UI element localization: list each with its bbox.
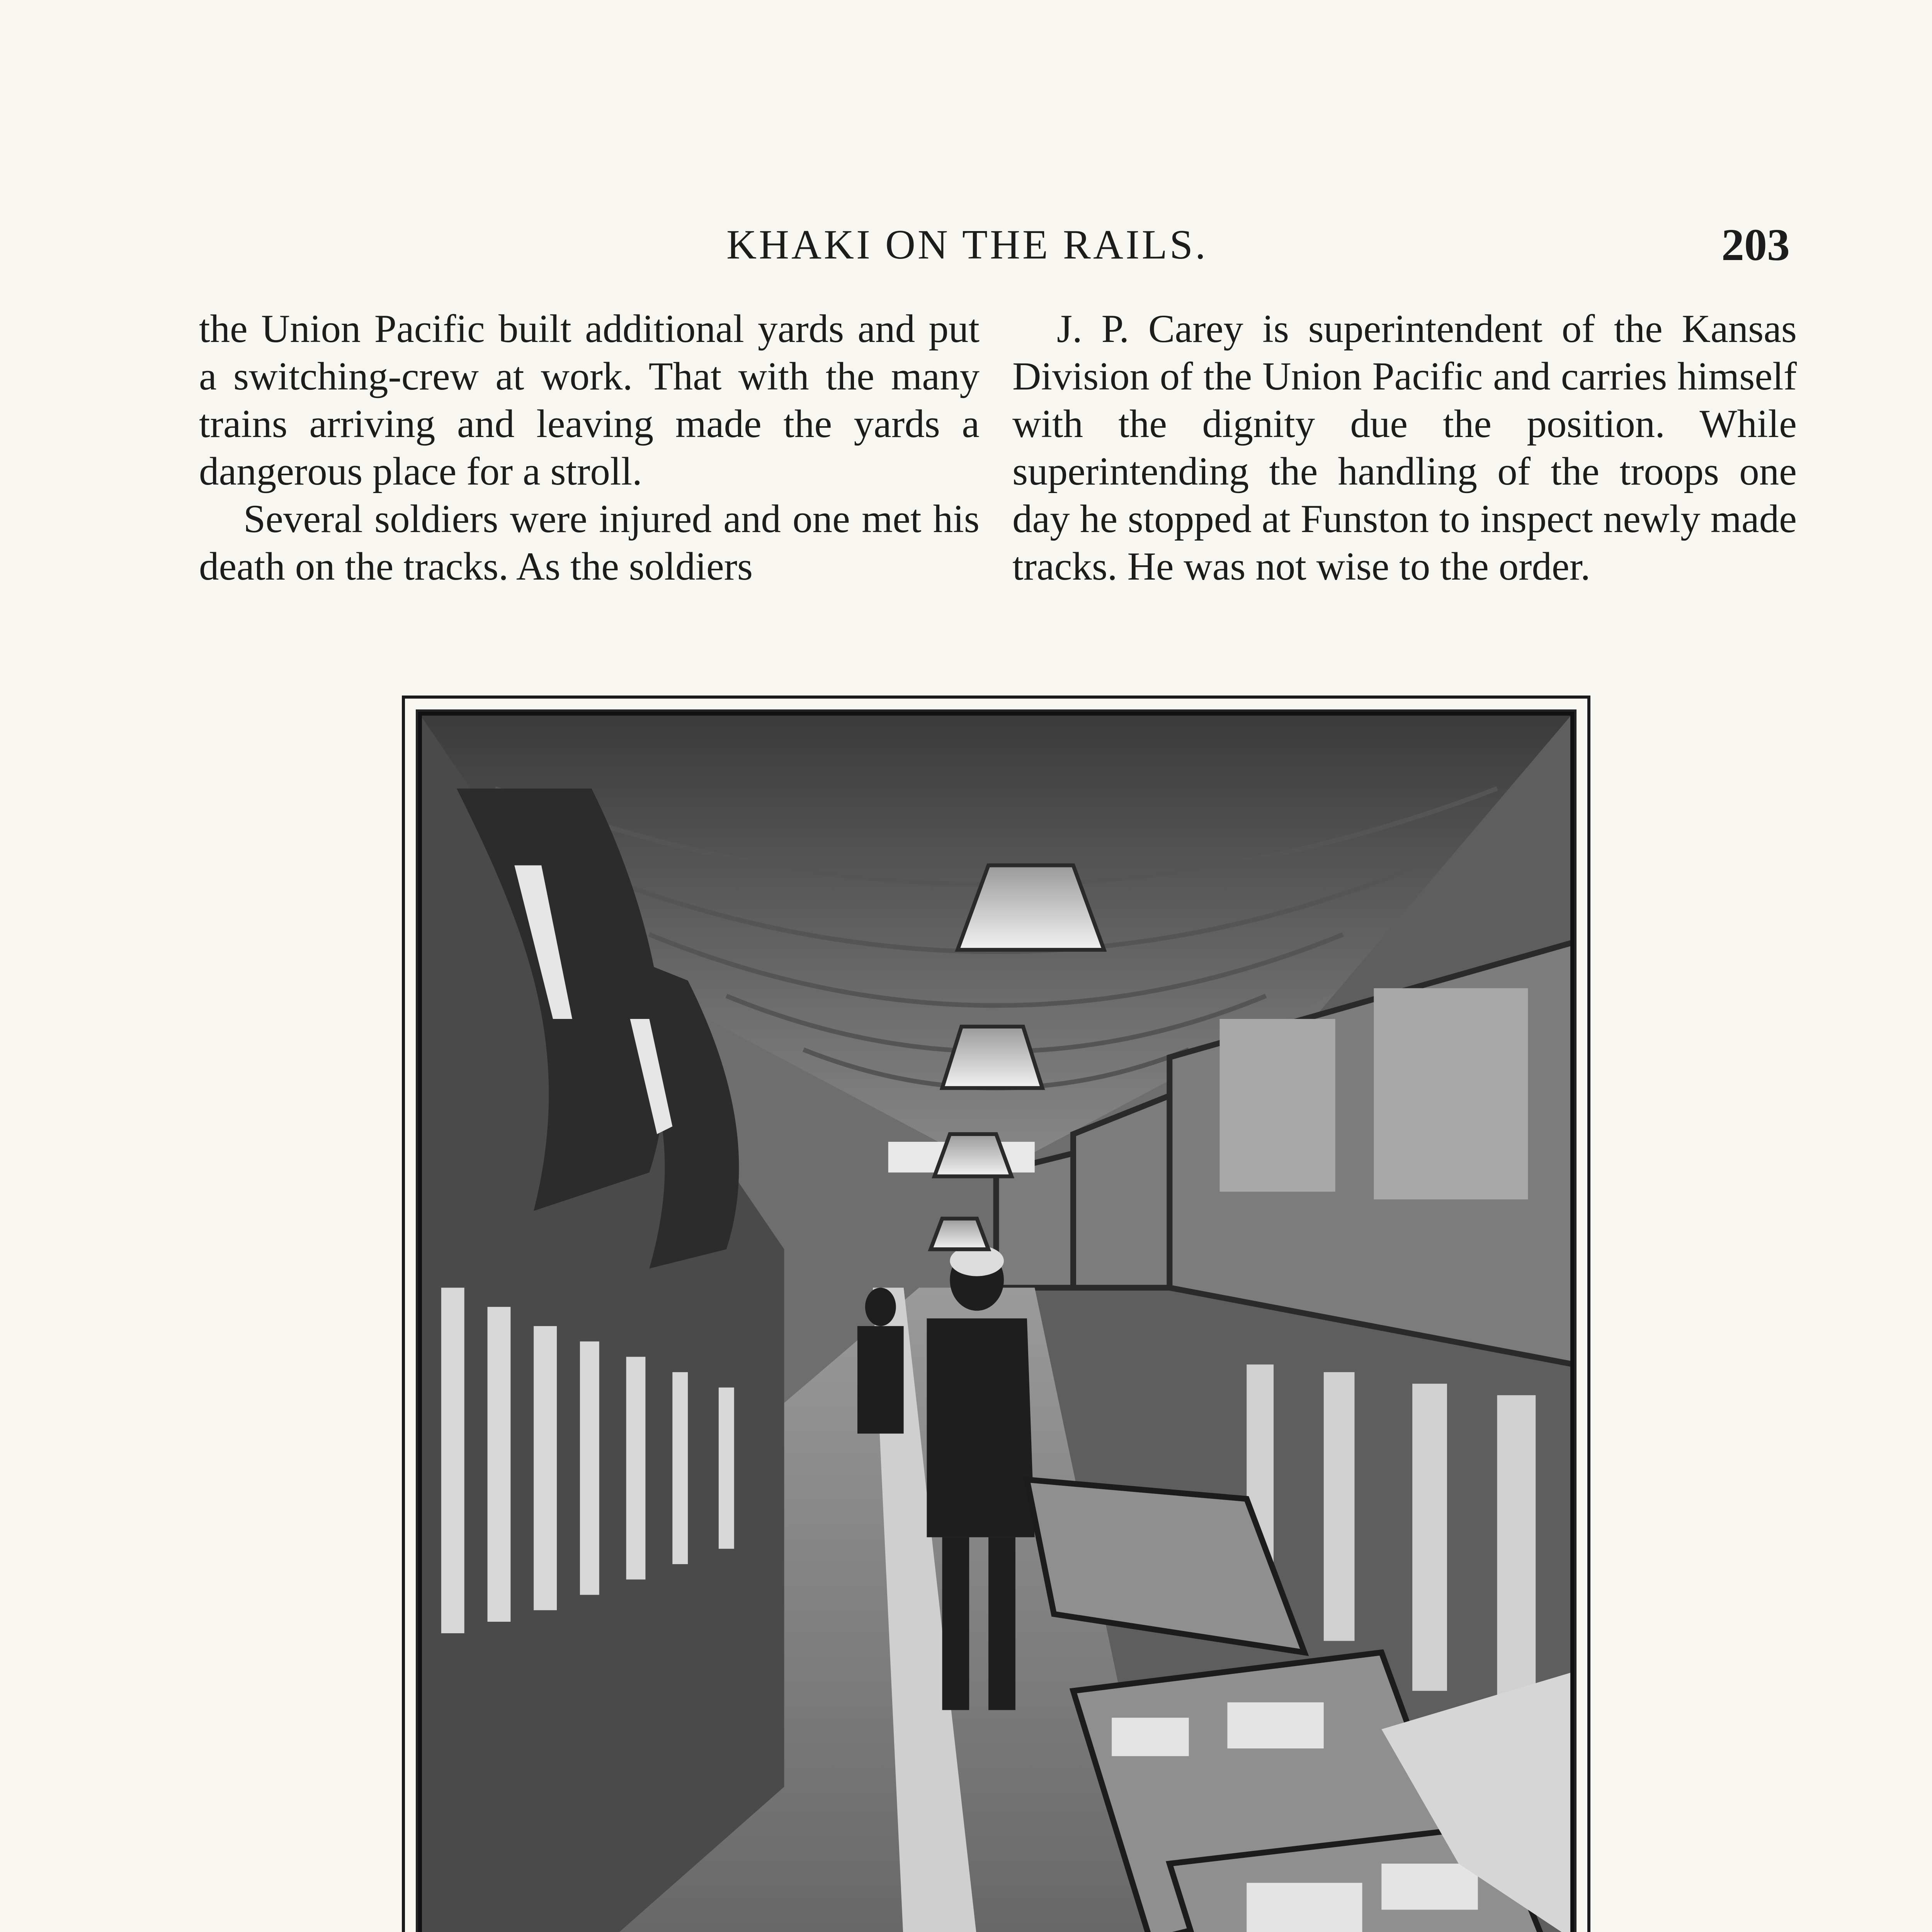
top-right-column [1012,305,1797,590]
demonstration-car-photo [416,709,1577,1932]
paragraph: Several soldiers were injured and one met his death on the tracks. As the soldiers [199,497,980,588]
photo-frame [402,696,1590,1932]
railcar-interior-image [418,712,1574,1932]
paragraph: the Union Pacific built additional yards and put a switching-crew at work. That with the many trains arriving and leaving made the yards a dangerous place for a stroll. [199,307,980,493]
running-title: KHAKI ON THE RAILS. [726,222,1208,268]
page-number: 203 [1721,219,1790,270]
paragraph: J. P. Carey is superintendent of the Kansas Division of the Union Pacific and carries himself with the dignity due the position. While superintending the handling of the troops one day he stopped at Funston to inspect newly made tracks. He was not wise to the order. [1012,307,1797,588]
top-left-column [199,305,980,590]
